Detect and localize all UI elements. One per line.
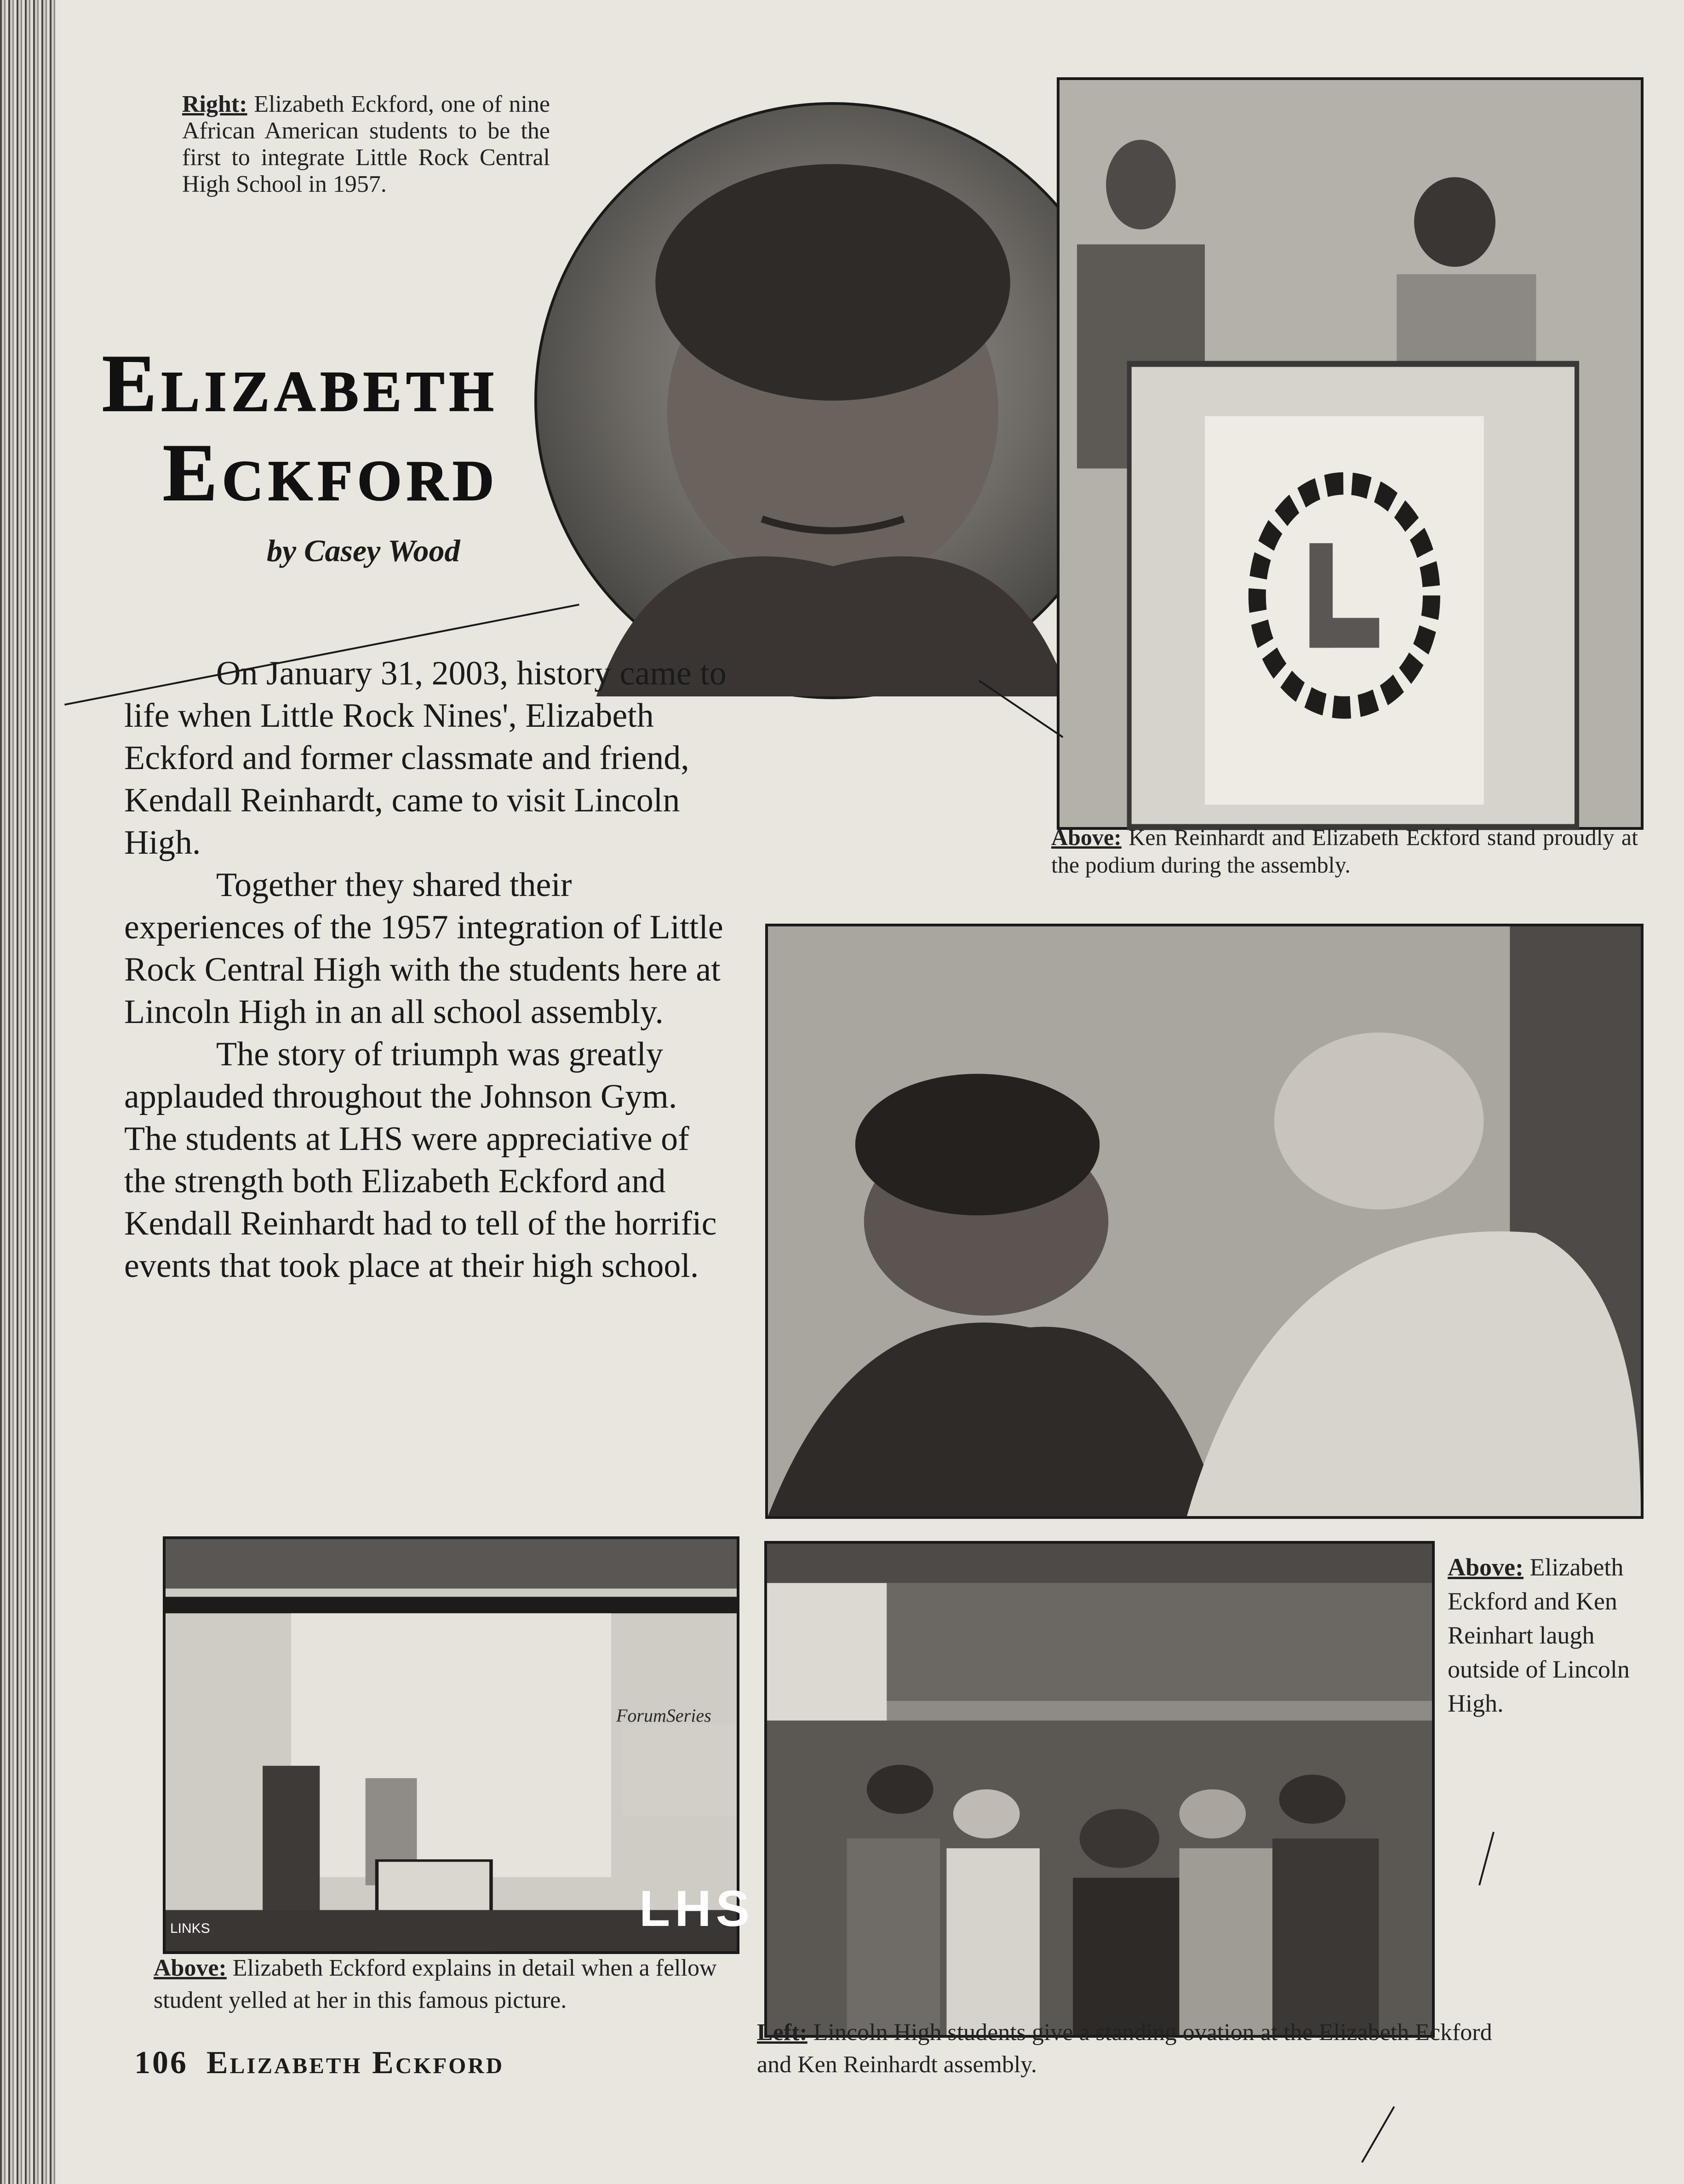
- caption-text: Elizabeth Eckford, one of nine African American students to be the first to integrate Little Rock Central High School in 1957.: [182, 91, 550, 197]
- caption-text: Lincoln High students give a standing ovation at the Elizabeth Eckford and Ken Reinhardt assembly.: [757, 2019, 1492, 2078]
- byline: by Casey Wood: [267, 533, 460, 568]
- caption-text: Elizabeth Eckford explains in detail when a fellow student yelled at her in this famous picture.: [154, 1955, 717, 2013]
- decorative-line: [1478, 1832, 1495, 1885]
- book-spine: [0, 0, 55, 2184]
- running-title: Elizabeth Eckford: [206, 2045, 504, 2081]
- title-line-1: Elizabeth: [102, 338, 498, 429]
- caption-lead: Above:: [1051, 824, 1122, 850]
- decorative-line: [1361, 2106, 1395, 2163]
- forum-series-text: ForumSeries: [616, 1705, 711, 1726]
- caption-text: Elizabeth Eckford and Ken Reinhart laugh outside of Lincoln High.: [1448, 1553, 1630, 1717]
- explaining-photo: [163, 1536, 754, 1954]
- caption-lead: Above:: [154, 1955, 227, 1981]
- caption-lead: Right:: [182, 91, 247, 117]
- podium-photo: [1057, 77, 1644, 830]
- article-paragraph: On January 31, 2003, history came to life when Little Rock Nines', Elizabeth Eckford and former classmate and friend, Kendall Reinhardt, came to visit Lincoln High.: [124, 655, 727, 862]
- lhs-banner-text: LHS: [639, 1880, 754, 1937]
- article-paragraph: The story of triumph was greatly applauded throughout the Johnson Gym. The students at LHS were appreciative of the strength both Elizabeth Eckford and Kendall Reinhardt had to tell of the horrific events that took place at their high school.: [124, 1035, 717, 1285]
- crowd-photo: [764, 1541, 1435, 2038]
- links-banner-text: LINKS: [170, 1921, 210, 1936]
- article-paragraph: Together they shared their experiences of the 1957 integration of Little Rock Central High with the students here at Lincoln High in an all school assembly.: [124, 866, 723, 1031]
- caption-ovation: [757, 2017, 1511, 2081]
- caption-text: Ken Reinhardt and Elizabeth Eckford stand proudly at the podium during the assembly.: [1051, 824, 1638, 878]
- article-body: [124, 652, 736, 1287]
- page-number: 106: [134, 2045, 188, 2081]
- laughing-photo: [765, 924, 1644, 1519]
- caption-right: [182, 91, 550, 198]
- caption-lead: Above:: [1448, 1553, 1524, 1581]
- caption-lead: Left:: [757, 2019, 808, 2046]
- page-footer: [134, 2045, 504, 2081]
- caption-explain: [154, 1952, 737, 2017]
- portrait-photo: [534, 102, 1131, 699]
- caption-podium: [1051, 823, 1638, 879]
- caption-laugh: [1448, 1550, 1645, 1720]
- title-line-2: Eckford: [163, 427, 499, 518]
